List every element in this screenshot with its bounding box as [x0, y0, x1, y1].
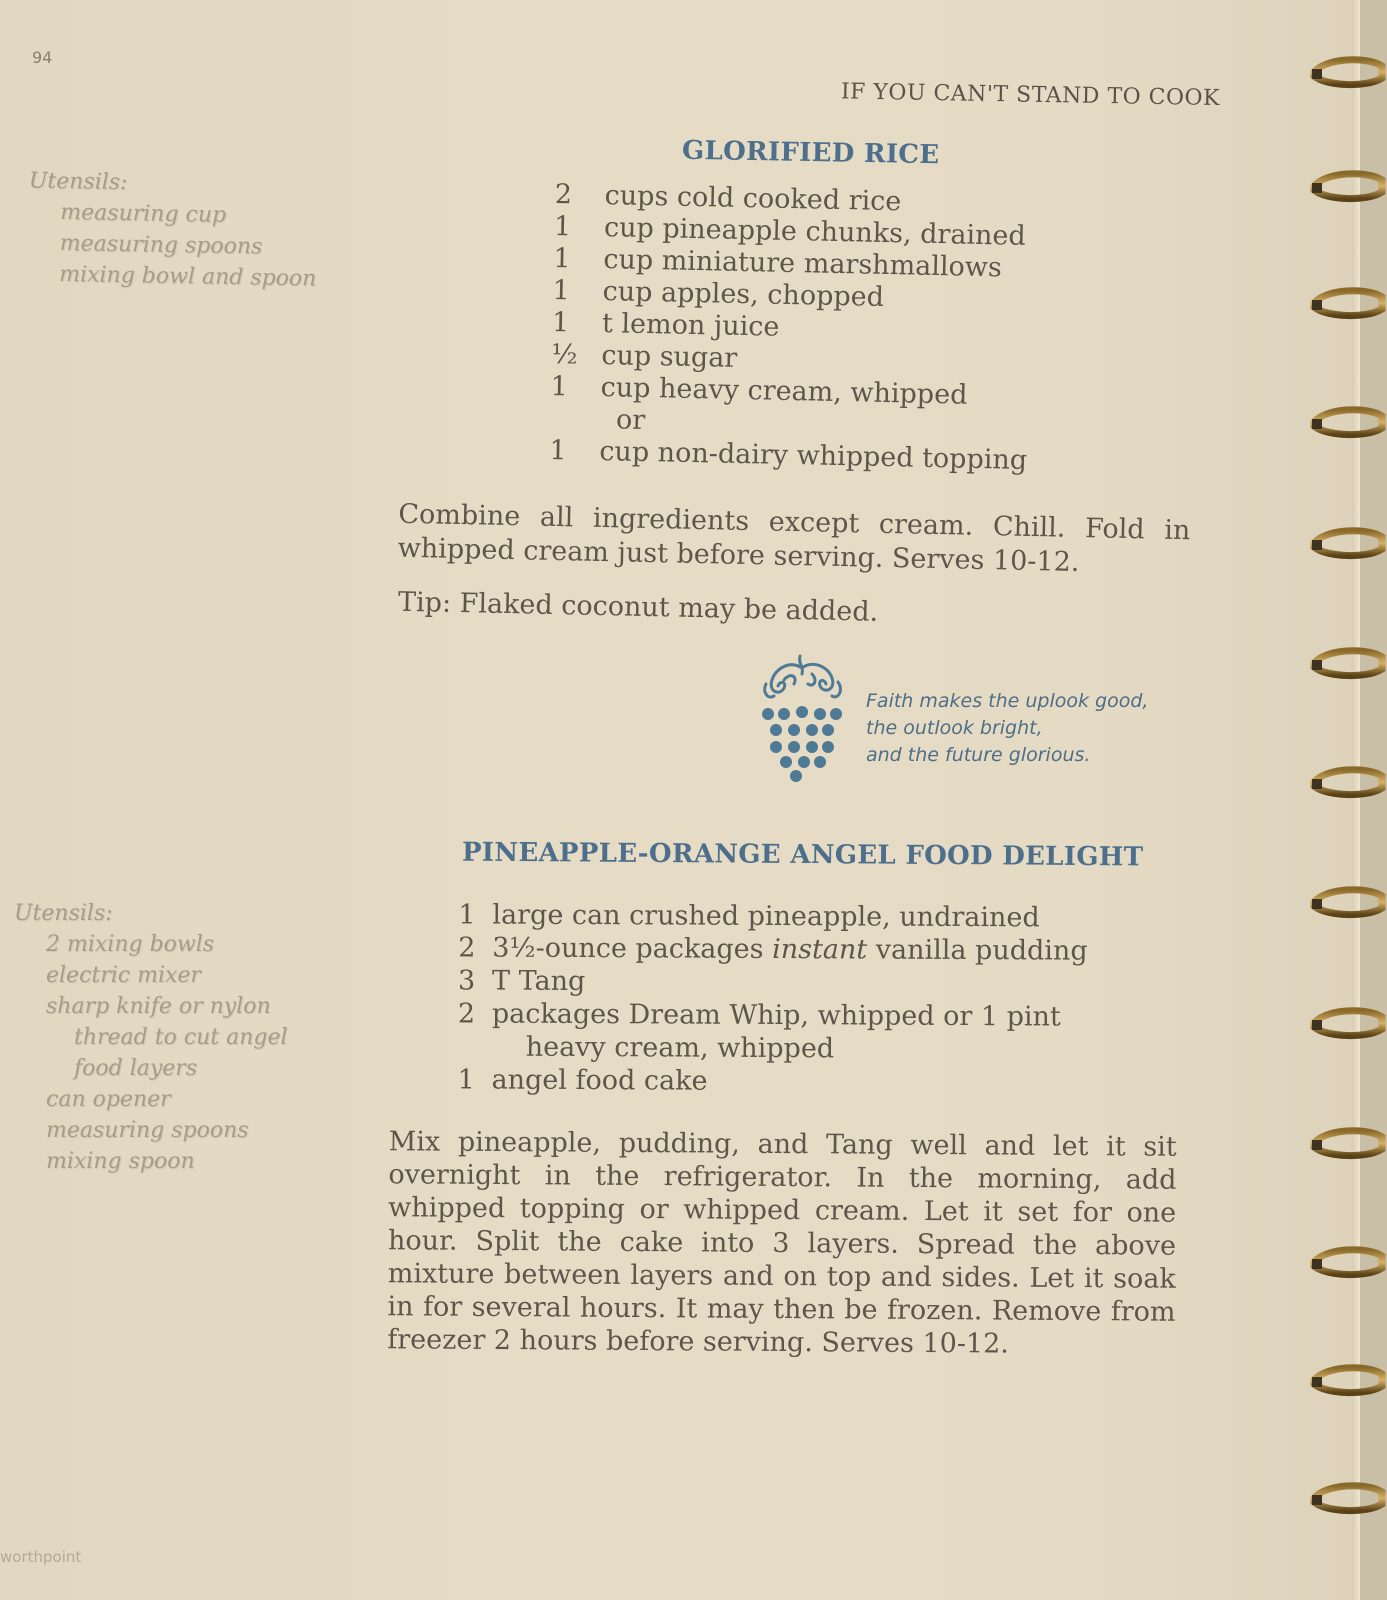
utensils-label: Utensils: — [14, 901, 113, 926]
binding-hole — [1312, 1140, 1322, 1150]
binding-hole — [1312, 419, 1322, 429]
ingredient-item — [458, 931, 1088, 967]
ingredient-qty: 3 — [458, 965, 476, 997]
ingredient-text-part: vanilla pudding — [867, 934, 1088, 967]
inspirational-quote — [866, 688, 1206, 769]
ingredient-text: cup apples, chopped — [602, 276, 885, 313]
directions-recipe1: Combine all ingredients except cream. Chill. Fold in whipped cream just before serving. Serves 10-12. — [397, 498, 1191, 578]
ingredient-text: cup miniature marshmallows — [603, 244, 1003, 284]
ingredient-item — [458, 1030, 1088, 1066]
ingredient-text-part: packages Dream Whip, whipped or 1 pint — [491, 998, 1061, 1033]
quote-line: Faith makes the uplook good, — [866, 690, 1149, 712]
utensils-label: Utensils: — [28, 168, 128, 196]
ingredient-qty: ½ — [551, 338, 578, 371]
ingredient-qty: 1 — [458, 899, 476, 931]
binding-hole — [1312, 1259, 1322, 1269]
ingredient-qty: 2 — [458, 932, 476, 964]
ingredient-text-part: large can crushed pineapple, undrained — [492, 899, 1040, 934]
recipe-title-glorified-rice: GLORIFIED RICE — [681, 135, 940, 171]
utensils-list-recipe1 — [27, 165, 318, 294]
directions-recipe2: Mix pineapple, pudding, and Tang well and let it sit overnight in the refrigerator. In the morning, add whipped topping or whipped cream. Let it set for one hour. Split the cake into 3 layers. Spread the above mixture between layers and on top and sides. Let it soak in for several hours. It may then be frozen. Remove from freezer 2 hours before serving. Serves 10-12. — [387, 1126, 1177, 1360]
binding-hole — [1312, 899, 1322, 909]
binding-hole — [1312, 779, 1322, 789]
ingredient-item — [457, 1063, 1087, 1099]
binding-coil — [1314, 531, 1382, 556]
ingredients-list-recipe2 — [457, 898, 1087, 1099]
utensil-item: 2 mixing bowls — [46, 932, 215, 957]
spiral-binding — [1296, 0, 1387, 1600]
quote-line: and the future glorious. — [866, 744, 1091, 766]
binding-coil — [1314, 60, 1382, 85]
utensil-item: food layers — [74, 1056, 198, 1081]
ingredient-text: cup heavy cream, whipped — [600, 372, 968, 411]
quote-line: the outlook bright, — [866, 717, 1043, 739]
binding-hole — [1312, 1020, 1322, 1030]
ingredient-text: cups cold cooked rice — [604, 180, 902, 218]
utensil-item: mixing bowl and spoon — [58, 262, 317, 292]
watermark: worthpoint — [0, 1548, 82, 1566]
binding-coil — [1314, 1011, 1382, 1036]
ingredient-text — [491, 1064, 707, 1098]
tip-recipe1: Tip: Flaked coconut may be added. — [397, 586, 879, 628]
ingredient-text — [492, 998, 1061, 1034]
binding-coil — [1314, 410, 1382, 435]
binding-coil — [1314, 1250, 1382, 1275]
utensil-item: can opener — [46, 1087, 171, 1112]
ingredient-qty: 1 — [550, 370, 569, 403]
binding-coil — [1314, 1131, 1382, 1156]
utensil-item: mixing spoon — [46, 1149, 195, 1174]
page-number: 94 — [32, 48, 53, 67]
ingredient-qty: 1 — [552, 275, 571, 307]
ingredient-text-part: angel food cake — [491, 1064, 708, 1097]
running-head: IF YOU CAN'T STAND TO COOK — [840, 79, 1221, 112]
ingredient-qty: 1 — [457, 1064, 475, 1096]
ingredient-qty: 2 — [554, 179, 573, 211]
ingredient-item — [458, 898, 1088, 934]
binding-hole — [1312, 660, 1322, 670]
ingredient-text — [492, 932, 1088, 968]
binding-hole — [1312, 1377, 1322, 1387]
binding-coil — [1314, 291, 1382, 316]
binding-coil — [1314, 651, 1382, 676]
ingredients-list-recipe1 — [549, 179, 1033, 477]
utensil-item: measuring spoons — [46, 1118, 249, 1143]
grapes-icon — [754, 650, 850, 786]
binding-hole — [1312, 69, 1322, 79]
ingredient-text: cup sugar — [601, 340, 738, 374]
ingredient-text: cup pineapple chunks, drained — [603, 212, 1027, 252]
ingredient-text-part: 3½-ounce packages — [492, 932, 773, 965]
utensils-list-recipe2 — [14, 898, 288, 1177]
binding-hole — [1312, 183, 1322, 193]
utensil-item: measuring cup — [60, 200, 227, 228]
ingredient-text: heavy cream, whipped — [525, 1031, 835, 1065]
ingredient-text: cup non-dairy whipped topping — [599, 436, 1028, 476]
binding-coil — [1314, 1368, 1382, 1393]
binding-hole — [1312, 1495, 1322, 1505]
ingredient-item — [458, 997, 1088, 1033]
binding-coils — [1312, 60, 1382, 1511]
ingredient-qty: 1 — [551, 307, 570, 339]
binding-coil — [1314, 174, 1382, 199]
ingredient-text-emphasis: instant — [772, 933, 868, 966]
utensil-item: measuring spoons — [59, 231, 263, 260]
binding-coil — [1314, 770, 1382, 795]
binding-coil — [1314, 890, 1382, 915]
binding-hole — [1312, 300, 1322, 310]
utensil-item: sharp knife or nylon — [46, 994, 271, 1019]
ingredient-text: t lemon juice — [601, 308, 780, 343]
ingredient-qty: 1 — [549, 434, 567, 467]
utensil-item: thread to cut angel — [74, 1025, 288, 1050]
ingredient-text-part: T Tang — [492, 965, 586, 998]
utensil-item: electric mixer — [46, 963, 201, 988]
binding-hole — [1312, 540, 1322, 550]
ingredient-qty: 1 — [553, 243, 571, 275]
ingredient-item — [458, 964, 1088, 1000]
ingredient-qty: 1 — [553, 211, 572, 243]
ingredient-text — [492, 899, 1039, 935]
ingredient-qty: 2 — [457, 998, 476, 1030]
recipe-title-angel-food-delight: PINEAPPLE-ORANGE ANGEL FOOD DELIGHT — [461, 837, 1144, 873]
ingredient-or: or — [615, 404, 646, 436]
binding-coil — [1314, 1486, 1382, 1511]
ingredient-text — [492, 965, 585, 998]
